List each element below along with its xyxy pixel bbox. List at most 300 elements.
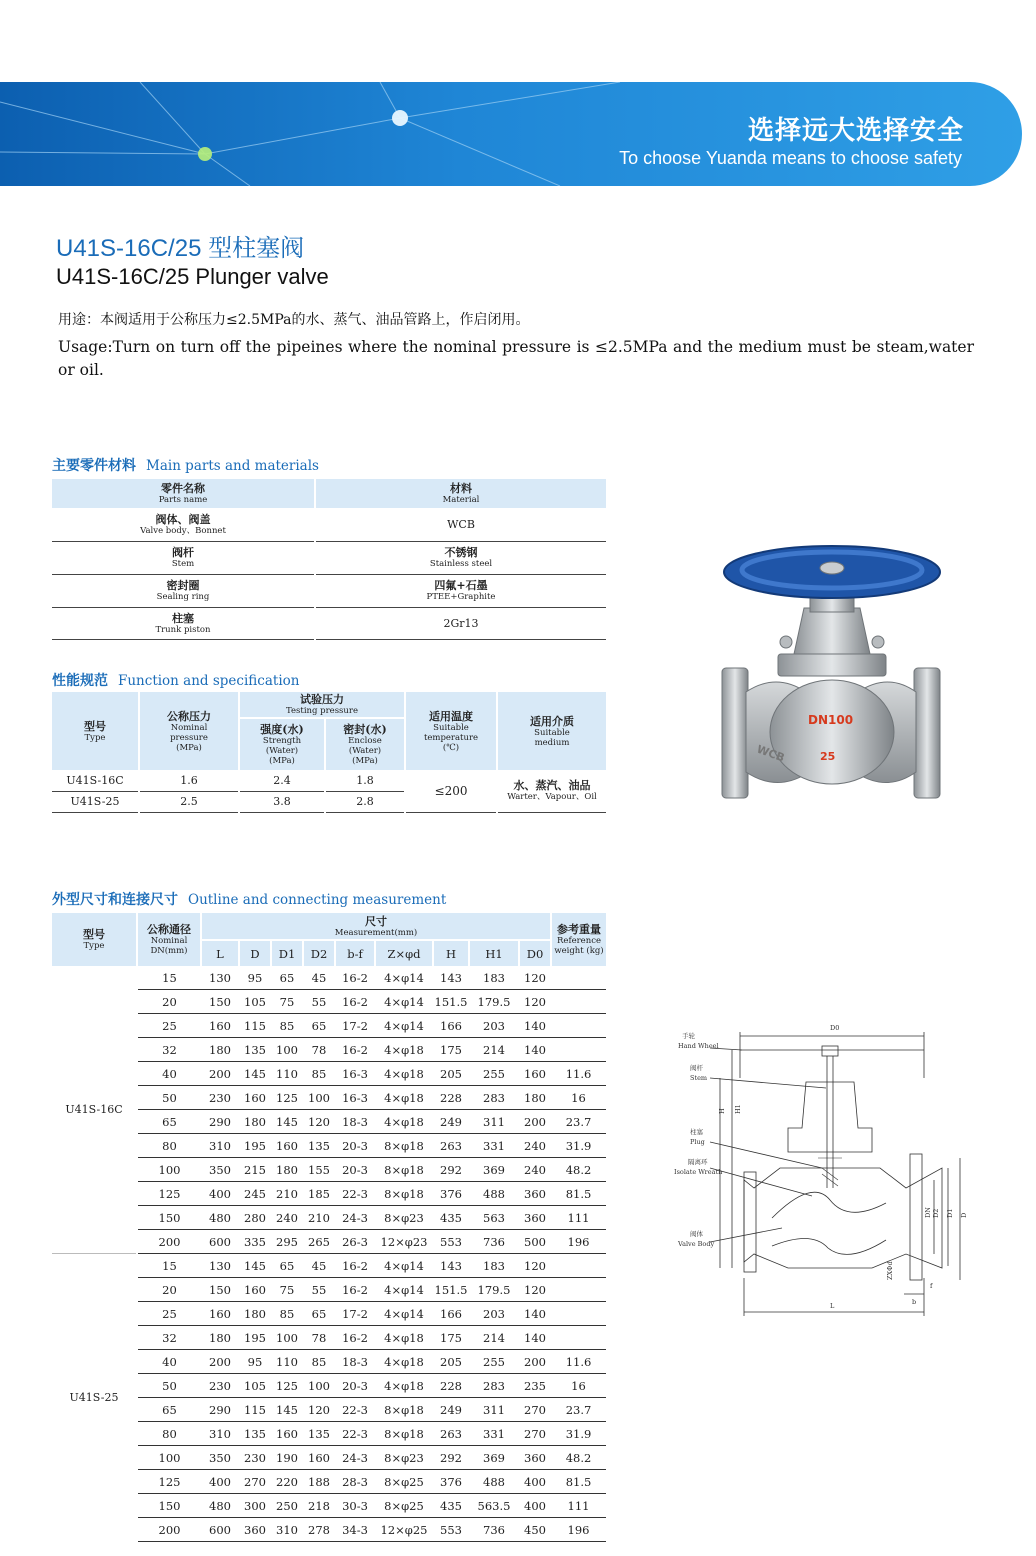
drawing-dim-b: b <box>912 1298 917 1306</box>
usage-text-cn: 用途：本阀适用于公称压力≤2.5MPa的水、蒸气、油品管路上，作启闭用。 <box>58 312 530 328</box>
outline-cell: 115 <box>239 1014 271 1038</box>
outline-cell: 105 <box>239 990 271 1014</box>
outline-cell: 255 <box>469 1062 519 1086</box>
outline-cell: 278 <box>303 1518 335 1542</box>
outline-cell: 600 <box>201 1518 239 1542</box>
outline-cell: 160 <box>201 1014 239 1038</box>
outline-dn-cell: 125 <box>137 1182 201 1206</box>
product-title-cn: U41S-16C/25 型柱塞阀 <box>56 235 305 262</box>
outline-cell: 360 <box>519 1446 551 1470</box>
outline-cell: 22-3 <box>335 1398 375 1422</box>
outline-cell: 195 <box>239 1326 271 1350</box>
outline-cell: 120 <box>303 1398 335 1422</box>
outline-cell: 265 <box>303 1230 335 1254</box>
outline-cell: 270 <box>519 1422 551 1446</box>
outline-cell: 4×φ14 <box>375 1302 433 1326</box>
outline-cell: 736 <box>469 1230 519 1254</box>
outline-cell: 245 <box>239 1182 271 1206</box>
outline-cell: 335 <box>239 1230 271 1254</box>
outline-cell: 230 <box>201 1086 239 1110</box>
outline-cell: 105 <box>239 1374 271 1398</box>
outline-cell: 111 <box>551 1206 606 1230</box>
outline-dn-cell: 32 <box>137 1038 201 1062</box>
outline-cell: 230 <box>201 1374 239 1398</box>
outline-cell: 400 <box>201 1182 239 1206</box>
outline-cell: 200 <box>201 1350 239 1374</box>
outline-cell: 8×φ18 <box>375 1182 433 1206</box>
outline-table <box>52 913 606 1542</box>
outline-cell: 240 <box>519 1134 551 1158</box>
outline-cell: 360 <box>519 1206 551 1230</box>
outline-cell <box>551 990 606 1014</box>
outline-cell: 31.9 <box>551 1134 606 1158</box>
outline-cell: 125 <box>271 1086 303 1110</box>
outline-cell: 166 <box>433 1014 469 1038</box>
outline-cell: 145 <box>271 1398 303 1422</box>
spec-header-test: 试验压力 Testing pressure <box>239 692 405 718</box>
drawing-dim-l: L <box>830 1302 835 1310</box>
outline-cell: 180 <box>239 1110 271 1134</box>
outline-cell: 360 <box>519 1182 551 1206</box>
outline-cell: 55 <box>303 990 335 1014</box>
outline-cell: 45 <box>303 1254 335 1278</box>
outline-cell: 600 <box>201 1230 239 1254</box>
outline-cell: 130 <box>201 966 239 990</box>
outline-cell: 179.5 <box>469 1278 519 1302</box>
outline-dn-cell: 65 <box>137 1110 201 1134</box>
outline-cell <box>551 966 606 990</box>
outline-cell: 135 <box>239 1038 271 1062</box>
outline-dn-cell: 150 <box>137 1494 201 1518</box>
outline-col-header: D0 <box>519 940 551 966</box>
outline-dn-cell: 20 <box>137 990 201 1014</box>
outline-cell: 270 <box>239 1470 271 1494</box>
outline-cell: 205 <box>433 1350 469 1374</box>
outline-cell: 120 <box>519 1254 551 1278</box>
outline-cell: 283 <box>469 1086 519 1110</box>
outline-cell: 180 <box>201 1038 239 1062</box>
outline-cell <box>551 1014 606 1038</box>
outline-cell: 110 <box>271 1062 303 1086</box>
outline-cell: 228 <box>433 1086 469 1110</box>
banner-slogan-en: To choose Yuanda means to choose safety <box>619 148 962 168</box>
materials-header-material: 材料 Material <box>442 482 480 505</box>
outline-cell: 8×φ23 <box>375 1206 433 1230</box>
outline-cell: 8×φ23 <box>375 1446 433 1470</box>
outline-cell: 160 <box>239 1278 271 1302</box>
outline-cell: 4×φ18 <box>375 1062 433 1086</box>
outline-col-header: D1 <box>271 940 303 966</box>
outline-cell: 160 <box>239 1086 271 1110</box>
spec-type: U41S-16C <box>52 770 139 791</box>
outline-cell: 18-3 <box>335 1350 375 1374</box>
drawing-label-handwheel-en: Hand Wheel <box>678 1042 719 1050</box>
drawing-label-isolate-cn: 隔离环 <box>688 1158 708 1166</box>
outline-dn-cell: 200 <box>137 1230 201 1254</box>
outline-cell: 8×φ18 <box>375 1422 433 1446</box>
outline-cell: 488 <box>469 1182 519 1206</box>
outline-cell: 34-3 <box>335 1518 375 1542</box>
outline-cell: 140 <box>519 1302 551 1326</box>
outline-dn-cell: 50 <box>137 1086 201 1110</box>
spec-title-cn: 性能规范 <box>52 673 108 689</box>
materials-header-row <box>52 479 606 508</box>
spec-title-en: Function and specification <box>118 673 300 689</box>
outline-cell: 17-2 <box>335 1014 375 1038</box>
outline-cell: 48.2 <box>551 1158 606 1182</box>
outline-dn-cell: 20 <box>137 1278 201 1302</box>
outline-cell: 240 <box>271 1206 303 1230</box>
outline-cell: 135 <box>239 1422 271 1446</box>
outline-cell: 16-2 <box>335 1038 375 1062</box>
outline-dn-cell: 150 <box>137 1206 201 1230</box>
technical-drawing <box>672 1018 972 1318</box>
outline-cell: 250 <box>271 1494 303 1518</box>
outline-cell: 255 <box>469 1350 519 1374</box>
spec-strength: 3.8 <box>239 791 325 812</box>
outline-cell: 350 <box>201 1158 239 1182</box>
outline-cell: 48.2 <box>551 1446 606 1470</box>
photo-dn-mark: DN100 <box>808 713 854 727</box>
product-title-en: U41S-16C/25 Plunger valve <box>56 264 329 289</box>
outline-cell: 31.9 <box>551 1422 606 1446</box>
outline-cell: 78 <box>303 1038 335 1062</box>
outline-cell: 16-3 <box>335 1062 375 1086</box>
outline-cell: 200 <box>201 1062 239 1086</box>
outline-cell: 4×φ14 <box>375 1254 433 1278</box>
outline-cell: 190 <box>271 1446 303 1470</box>
outline-cell: 100 <box>271 1038 303 1062</box>
drawing-label-plug-en: Plug <box>690 1138 705 1146</box>
outline-cell: 120 <box>519 966 551 990</box>
outline-cell: 85 <box>303 1350 335 1374</box>
outline-cell: 295 <box>271 1230 303 1254</box>
outline-cell: 24-3 <box>335 1206 375 1230</box>
outline-cell: 270 <box>519 1398 551 1422</box>
outline-cell: 22-3 <box>335 1182 375 1206</box>
outline-cell: 180 <box>271 1158 303 1182</box>
outline-cell: 143 <box>433 1254 469 1278</box>
outline-cell: 11.6 <box>551 1062 606 1086</box>
outline-col-header: L <box>201 940 239 966</box>
outline-cell: 4×φ18 <box>375 1110 433 1134</box>
outline-cell <box>551 1038 606 1062</box>
outline-cell: 283 <box>469 1374 519 1398</box>
outline-cell: 18-3 <box>335 1110 375 1134</box>
outline-cell: 214 <box>469 1038 519 1062</box>
outline-cell: 292 <box>433 1446 469 1470</box>
materials-part-cell: 阀体、阀盖 Valve body、Bonnet <box>52 508 315 541</box>
drawing-dim-h1: H1 <box>734 1104 742 1114</box>
outline-cell: 145 <box>239 1062 271 1086</box>
spec-seal: 1.8 <box>325 770 405 791</box>
outline-cell: 331 <box>469 1422 519 1446</box>
outline-cell: 110 <box>271 1350 303 1374</box>
outline-cell: 235 <box>519 1374 551 1398</box>
outline-cell: 81.5 <box>551 1182 606 1206</box>
outline-cell: 400 <box>519 1470 551 1494</box>
outline-cell: 203 <box>469 1014 519 1038</box>
materials-material-cell: 2Gr13 <box>315 607 606 639</box>
outline-cell: 150 <box>201 990 239 1014</box>
outline-cell: 311 <box>469 1398 519 1422</box>
outline-cell: 17-2 <box>335 1302 375 1326</box>
drawing-label-handwheel-cn: 手轮 <box>682 1032 695 1040</box>
outline-cell <box>551 1278 606 1302</box>
outline-cell: 400 <box>519 1494 551 1518</box>
outline-cell: 23.7 <box>551 1398 606 1422</box>
table-row <box>52 966 606 990</box>
outline-cell: 200 <box>519 1350 551 1374</box>
outline-col-header: H <box>433 940 469 966</box>
outline-cell: 12×φ23 <box>375 1230 433 1254</box>
outline-cell: 200 <box>519 1110 551 1134</box>
spec-pn: 2.5 <box>139 791 239 812</box>
outline-cell: 30-3 <box>335 1494 375 1518</box>
outline-section-title <box>52 889 446 909</box>
outline-cell: 240 <box>519 1158 551 1182</box>
outline-cell: 369 <box>469 1158 519 1182</box>
outline-dn-cell: 50 <box>137 1374 201 1398</box>
outline-cell: 4×φ18 <box>375 1038 433 1062</box>
outline-cell: 196 <box>551 1230 606 1254</box>
outline-cell: 150 <box>201 1278 239 1302</box>
outline-cell: 450 <box>519 1518 551 1542</box>
outline-cell: 8×φ25 <box>375 1494 433 1518</box>
drawing-label-plug-cn: 柱塞 <box>690 1128 703 1136</box>
outline-cell: 480 <box>201 1494 239 1518</box>
outline-cell: 85 <box>271 1302 303 1326</box>
outline-cell: 120 <box>519 1278 551 1302</box>
outline-col-header: D <box>239 940 271 966</box>
outline-cell: 183 <box>469 966 519 990</box>
outline-cell: 500 <box>519 1230 551 1254</box>
outline-cell: 78 <box>303 1326 335 1350</box>
outline-cell: 553 <box>433 1518 469 1542</box>
outline-cell: 140 <box>519 1038 551 1062</box>
outline-cell: 228 <box>433 1374 469 1398</box>
photo-material-mark: WCB <box>754 742 787 765</box>
outline-dn-cell: 100 <box>137 1158 201 1182</box>
outline-cell: 218 <box>303 1494 335 1518</box>
outline-cell: 369 <box>469 1446 519 1470</box>
drawing-dim-f: f <box>930 1282 933 1290</box>
outline-cell: 230 <box>239 1446 271 1470</box>
outline-dn-cell: 40 <box>137 1350 201 1374</box>
outline-cell: 160 <box>519 1062 551 1086</box>
outline-cell: 188 <box>303 1470 335 1494</box>
spec-header-row <box>52 692 606 718</box>
outline-cell: 130 <box>201 1254 239 1278</box>
outline-cell: 488 <box>469 1470 519 1494</box>
outline-cell: 8×φ18 <box>375 1158 433 1182</box>
outline-title-cn: 外型尺寸和连接尺寸 <box>52 892 178 908</box>
outline-cell: 135 <box>303 1134 335 1158</box>
outline-cell: 4×φ18 <box>375 1086 433 1110</box>
outline-cell: 100 <box>303 1086 335 1110</box>
outline-cell: 26-3 <box>335 1230 375 1254</box>
outline-col-header: Z×φd <box>375 940 433 966</box>
outline-cell: 23.7 <box>551 1110 606 1134</box>
outline-dn-cell: 32 <box>137 1326 201 1350</box>
usage-text-en: Usage:Turn on turn off the pipeines where the nominal pressure is ≤2.5MPa and the medium must be steam,water or oil. <box>58 338 974 379</box>
outline-cell <box>551 1326 606 1350</box>
drawing-dim-d2: D2 <box>932 1208 940 1218</box>
outline-cell: 4×φ14 <box>375 966 433 990</box>
outline-cell: 220 <box>271 1470 303 1494</box>
spec-strength: 2.4 <box>239 770 325 791</box>
outline-cell: 100 <box>271 1326 303 1350</box>
outline-cell: 145 <box>271 1110 303 1134</box>
outline-cell: 55 <box>303 1278 335 1302</box>
outline-cell: 45 <box>303 966 335 990</box>
outline-cell: 120 <box>303 1110 335 1134</box>
spec-header-strength: 强度(水) Strength (Water) (MPa) <box>239 718 325 770</box>
drawing-label-body-cn: 阀体 <box>690 1230 703 1238</box>
outline-cell: 183 <box>469 1254 519 1278</box>
spec-type: U41S-25 <box>52 791 139 812</box>
outline-cell: 160 <box>271 1134 303 1158</box>
outline-cell: 210 <box>271 1182 303 1206</box>
outline-cell: 16-3 <box>335 1086 375 1110</box>
outline-cell: 95 <box>239 966 271 990</box>
drawing-label-stem-en: Stem <box>690 1074 708 1082</box>
materials-material-cell: 不锈钢 Stainless steel <box>315 541 606 574</box>
outline-cell: 151.5 <box>433 990 469 1014</box>
outline-cell: 140 <box>519 1326 551 1350</box>
outline-cell: 290 <box>201 1110 239 1134</box>
spec-header-pn: 公称压力 Nominal pressure (MPa) <box>139 692 239 770</box>
materials-row <box>52 541 606 574</box>
outline-cell: 175 <box>433 1326 469 1350</box>
outline-cell: 360 <box>239 1518 271 1542</box>
outline-cell: 8×φ18 <box>375 1398 433 1422</box>
outline-cell: 11.6 <box>551 1350 606 1374</box>
outline-dn-cell: 65 <box>137 1398 201 1422</box>
outline-dn-cell: 125 <box>137 1470 201 1494</box>
drawing-dim-d: D <box>960 1212 968 1218</box>
outline-cell: 205 <box>433 1062 469 1086</box>
header-banner <box>0 82 1022 186</box>
outline-cell: 85 <box>271 1014 303 1038</box>
spec-header-seal: 密封(水) Enclose (Water) (MPa) <box>325 718 405 770</box>
outline-cell: 310 <box>271 1518 303 1542</box>
spec-pn: 1.6 <box>139 770 239 791</box>
outline-cell: 249 <box>433 1398 469 1422</box>
outline-dn-cell: 15 <box>137 966 201 990</box>
outline-cell: 263 <box>433 1134 469 1158</box>
outline-cell: 376 <box>433 1182 469 1206</box>
outline-header-size: 尺寸 Measurement(mm) <box>201 913 551 940</box>
spec-header-type: 型号 Type <box>52 692 139 770</box>
outline-cell: 4×φ14 <box>375 990 433 1014</box>
outline-cell: 65 <box>303 1302 335 1326</box>
outline-cell: 16-2 <box>335 1326 375 1350</box>
outline-cell: 4×φ18 <box>375 1350 433 1374</box>
outline-cell: 263 <box>433 1422 469 1446</box>
outline-cell: 81.5 <box>551 1470 606 1494</box>
outline-cell: 563 <box>469 1206 519 1230</box>
outline-cell: 95 <box>239 1350 271 1374</box>
outline-dn-cell: 15 <box>137 1254 201 1278</box>
outline-cell: 180 <box>239 1302 271 1326</box>
outline-dn-cell: 80 <box>137 1422 201 1446</box>
outline-cell: 400 <box>201 1470 239 1494</box>
outline-col-header: D2 <box>303 940 335 966</box>
outline-cell: 4×φ14 <box>375 1014 433 1038</box>
outline-cell: 16 <box>551 1086 606 1110</box>
spec-medium: 水、蒸汽、油品 Warter、Vapour、Oil <box>497 770 606 812</box>
drawing-label-stem-cn: 阀杆 <box>690 1064 703 1072</box>
outline-cell: 179.5 <box>469 990 519 1014</box>
spec-row <box>52 770 606 791</box>
photo-pressure-mark: 25 <box>820 750 836 763</box>
materials-header-part: 零件名称 Parts name <box>52 479 315 508</box>
outline-cell: 20-3 <box>335 1374 375 1398</box>
outline-cell: 115 <box>239 1398 271 1422</box>
outline-cell: 111 <box>551 1494 606 1518</box>
outline-cell: 300 <box>239 1494 271 1518</box>
materials-material-cell: WCB <box>315 508 606 541</box>
outline-cell: 75 <box>271 1278 303 1302</box>
outline-col-header: b-f <box>335 940 375 966</box>
outline-cell: 376 <box>433 1470 469 1494</box>
outline-cell: 4×φ18 <box>375 1374 433 1398</box>
outline-header-weight: 参考重量 Reference weight (kg) <box>554 923 604 956</box>
outline-cell: 12×φ25 <box>375 1518 433 1542</box>
outline-cell: 214 <box>469 1326 519 1350</box>
outline-dn-cell: 200 <box>137 1518 201 1542</box>
outline-cell: 249 <box>433 1110 469 1134</box>
outline-cell: 65 <box>271 1254 303 1278</box>
outline-cell: 160 <box>201 1302 239 1326</box>
materials-row <box>52 607 606 639</box>
outline-cell: 736 <box>469 1518 519 1542</box>
outline-cell: 151.5 <box>433 1278 469 1302</box>
outline-cell: 553 <box>433 1230 469 1254</box>
outline-cell: 135 <box>303 1422 335 1446</box>
outline-cell: 435 <box>433 1206 469 1230</box>
drawing-dim-d1: D1 <box>946 1208 954 1218</box>
outline-cell: 100 <box>303 1374 335 1398</box>
drawing-label-isolate-en: Isolate Wreath <box>674 1168 723 1176</box>
outline-cell: 166 <box>433 1302 469 1326</box>
outline-cell: 180 <box>201 1326 239 1350</box>
outline-cell: 16-2 <box>335 1278 375 1302</box>
banner-slogan-cn: 选择远大选择安全 <box>747 116 964 146</box>
drawing-dim-d0: D0 <box>830 1024 840 1032</box>
outline-dn-cell: 25 <box>137 1014 201 1038</box>
outline-cell: 125 <box>271 1374 303 1398</box>
spec-seal: 2.8 <box>325 791 405 812</box>
outline-type-cell: U41S-16C <box>52 966 137 1254</box>
drawing-dim-h: H <box>718 1108 726 1114</box>
outline-cell: 210 <box>303 1206 335 1230</box>
materials-title-en: Main parts and materials <box>146 458 319 474</box>
outline-cell: 65 <box>303 1014 335 1038</box>
outline-cell: 16-2 <box>335 990 375 1014</box>
outline-cell: 24-3 <box>335 1446 375 1470</box>
outline-cell: 185 <box>303 1182 335 1206</box>
outline-cell: 311 <box>469 1110 519 1134</box>
outline-cell: 65 <box>271 966 303 990</box>
outline-cell: 28-3 <box>335 1470 375 1494</box>
outline-cell: 160 <box>303 1446 335 1470</box>
outline-cell: 180 <box>519 1086 551 1110</box>
outline-cell: 480 <box>201 1206 239 1230</box>
outline-header-row <box>52 913 606 940</box>
outline-dn-cell: 25 <box>137 1302 201 1326</box>
